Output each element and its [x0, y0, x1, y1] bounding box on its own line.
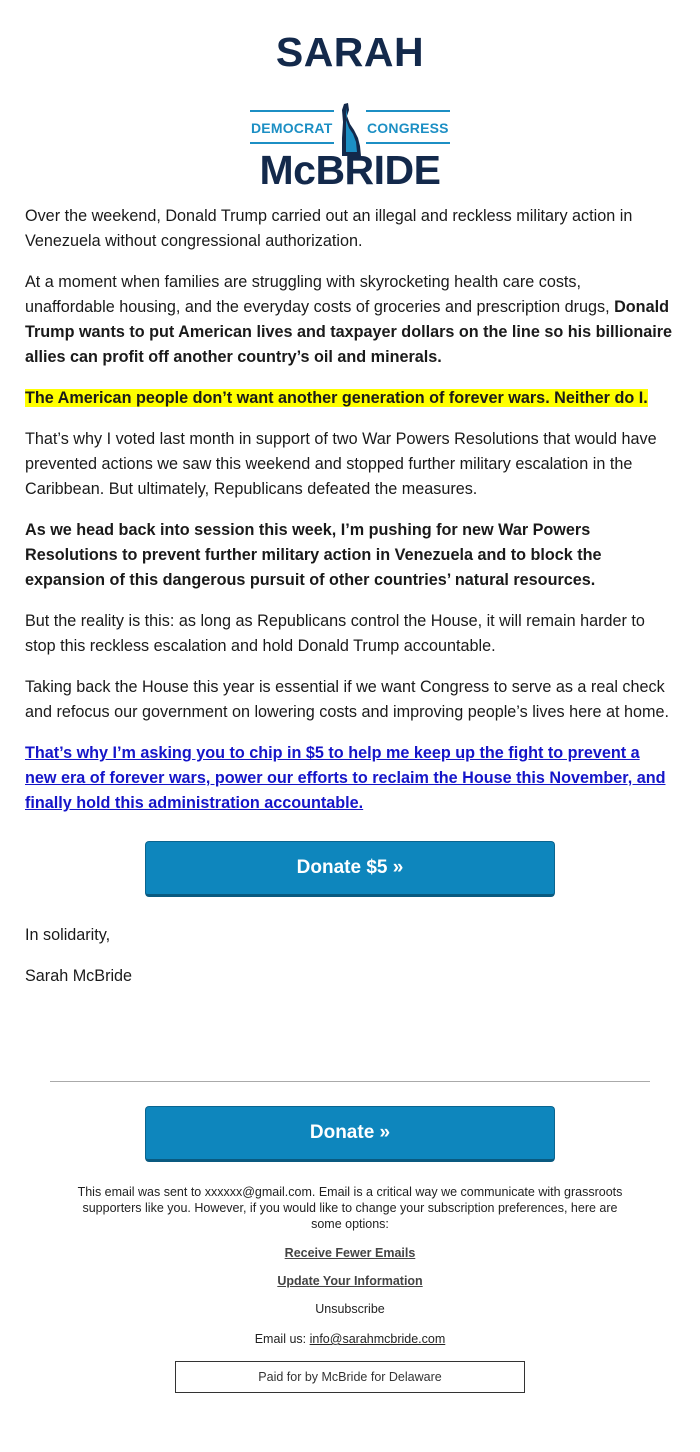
signoff: In solidarity,	[25, 926, 111, 944]
receive-fewer-emails-link[interactable]: Receive Fewer Emails	[284, 1246, 416, 1260]
footer-divider	[50, 1081, 650, 1082]
highlighted-statement: The American people don’t want another generation of forever wars. Neither do I.	[25, 389, 648, 407]
paragraph-take-back-house: Taking back the House this year is essential if we want Congress to serve as a real check and refocus our government on lowering costs and improving people’s lives here at home.	[25, 678, 669, 721]
logo-band	[246, 108, 454, 146]
logo-rule-bottom-left	[250, 142, 334, 144]
contact-line	[70, 1331, 630, 1347]
email-footer	[70, 1184, 630, 1347]
paragraph-reality: But the reality is this: as long as Republicans control the House, it will remain harder to stop this reckless escalation and hold Donald Trump accountable.	[25, 612, 645, 655]
contact-email-link[interactable]: info@sarahmcbride.com	[309, 1332, 446, 1346]
contact-label: Email us:	[254, 1332, 310, 1346]
paragraph-costs	[25, 270, 675, 370]
email-body	[25, 204, 675, 1005]
logo-word-democrat: DEMOCRAT	[251, 120, 333, 136]
logo-rule-top-left	[250, 110, 334, 112]
logo-rule-top-right	[366, 110, 450, 112]
update-information-link[interactable]: Update Your Information	[277, 1274, 423, 1288]
paragraph-costs-bold: Donald Trump wants to put American lives and taxpayer dollars on the line so his billionaire allies can profit off another country’s oil and minerals.	[25, 298, 673, 366]
paragraph-intro: Over the weekend, Donald Trump carried out an illegal and reckless military action in Venezuela without congressional authorization.	[25, 207, 633, 250]
donate-5-button[interactable]: Donate $5 »	[145, 841, 555, 897]
paragraph-cta	[25, 741, 675, 816]
paragraph-forever-wars	[25, 386, 675, 411]
subscription-notice: This email was sent to xxxxxx@gmail.com. Email is a critical way we communicate with grassroots supporters like you. However, if you would like to change your subscription preferences, here are some options:	[77, 1185, 623, 1231]
logo-word-congress: CONGRESS	[367, 120, 449, 136]
unsubscribe-link[interactable]: Unsubscribe	[315, 1302, 385, 1316]
logo-last-name: McBRIDE	[259, 147, 441, 193]
paid-for-disclaimer: Paid for by McBride for Delaware	[175, 1361, 525, 1393]
signature: Sarah McBride	[25, 967, 133, 985]
donate-button[interactable]: Donate »	[145, 1106, 555, 1162]
logo-rule-bottom-right	[366, 142, 450, 144]
campaign-logo	[246, 29, 454, 193]
chip-in-link[interactable]: That’s why I’m asking you to chip in $5 to help me keep up the fight to prevent a new era of forever wars, power our efforts to reclaim the House this November, and finally hold this administration accountable.	[25, 744, 666, 812]
paragraph-war-powers-vote: That’s why I voted last month in support of two War Powers Resolutions that would have prevented actions we saw this weekend and stopped further military escalation in the Caribbean. But ultimately, Republicans defeated the measures.	[25, 430, 657, 498]
paragraph-new-resolutions: As we head back into session this week, I’m pushing for new War Powers Resolutions to prevent further military action in Venezuela and to block the expansion of this dangerous pursuit of other countries’ natural resources.	[25, 521, 602, 589]
paragraph-costs-text: At a moment when families are struggling with skyrocketing health care costs, unaffordable housing, and the everyday costs of groceries and prescription drugs,	[25, 273, 615, 316]
logo-first-name: SARAH	[275, 29, 425, 75]
